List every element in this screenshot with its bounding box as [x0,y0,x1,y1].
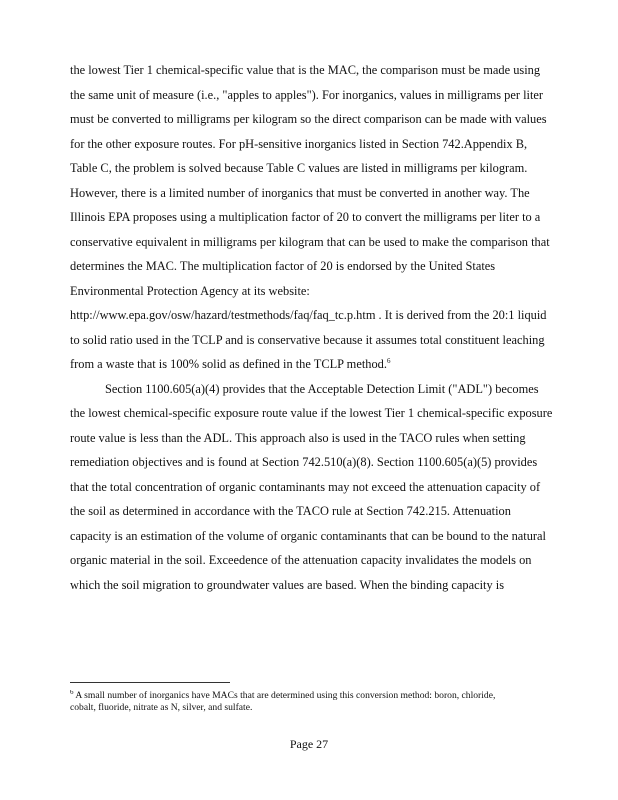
footnote-marker: 6 [70,690,74,696]
text-line: the same unit of measure (i.e., "apples to apples"). For inorganics, values in milligrams per liter [70,87,544,102]
footnote-divider [70,682,230,683]
text-line: route value is less than the ADL. This approach also is used in the TACO rules when setting [70,430,526,445]
page-number: Page 27 [289,737,329,751]
text-line: which the soil migration to groundwater values are based. When the binding capacity is [70,577,505,592]
text-line: the soil as determined in accordance with the TACO rule at Section 742.215. Attenuation [70,504,511,518]
text-line [70,356,558,381]
footnote [70,690,550,714]
body-text [70,62,558,601]
paragraph-start-line: Section 1100.605(a)(4) provides that the Acceptable Detection Limit ("ADL") becomes [105,381,539,396]
text-line: Illinois EPA proposes using a multiplication factor of 20 to convert the milligrams per liter to a [70,210,541,224]
text-line: the lowest chemical-specific exposure route value if the lowest Tier 1 chemical-specific exposure [70,406,553,420]
text-line: the lowest Tier 1 chemical-specific value that is the MAC, the comparison must be made using [70,63,541,77]
text-line: must be converted to milligrams per kilogram so the direct comparison can be made with values [70,112,547,126]
website-url-line: http://www.epa.gov/osw/hazard/testmethods/faq/faq_tc.p.htm . It is derived from the 20:1 liquid [70,308,547,322]
text-line: to solid ratio used in the TCLP and is conservative because it assumes total constituent leaching [70,332,545,347]
text-line: remediation objectives and is found at Section 742.510(a)(8). Section 1100.605(a)(5) provides [70,455,538,469]
footnote-line [70,690,550,702]
text-line: organic material in the soil. Exceedence of the attenuation capacity invalidates the models on [70,553,532,567]
text-line: for the other exposure routes. For pH-sensitive inorganics listed in Section 742.Appendix B, [70,136,528,151]
text-line: However, there is a limited number of inorganics that must be converted in another way. The [70,185,530,200]
text-line: Environmental Protection Agency at its website: [70,283,310,298]
footnote-line: cobalt, fluoride, nitrate as N, silver, and sulfate. [70,702,253,713]
text-line: that the total concentration of organic contaminants may not exceed the attenuation capacity of [70,479,541,494]
text-line: conservative equivalent in milligrams per kilogram that can be used to make the comparison that [70,234,550,249]
footnote-text: A small number of inorganics have MACs that are determined using this conversion method: boron, chloride, [75,690,496,701]
footnote-reference: 6 [386,356,391,365]
text-line: capacity is an estimation of the volume of organic contaminants that can be bound to the natural [70,528,546,543]
text-line-content: from a waste that is 100% solid as defined in the TCLP method. [70,357,387,371]
text-line: Table C, the problem is solved because Table C values are listed in milligrams per kilogram. [70,161,528,175]
text-line: determines the MAC. The multiplication factor of 20 is endorsed by the United States [70,259,496,273]
